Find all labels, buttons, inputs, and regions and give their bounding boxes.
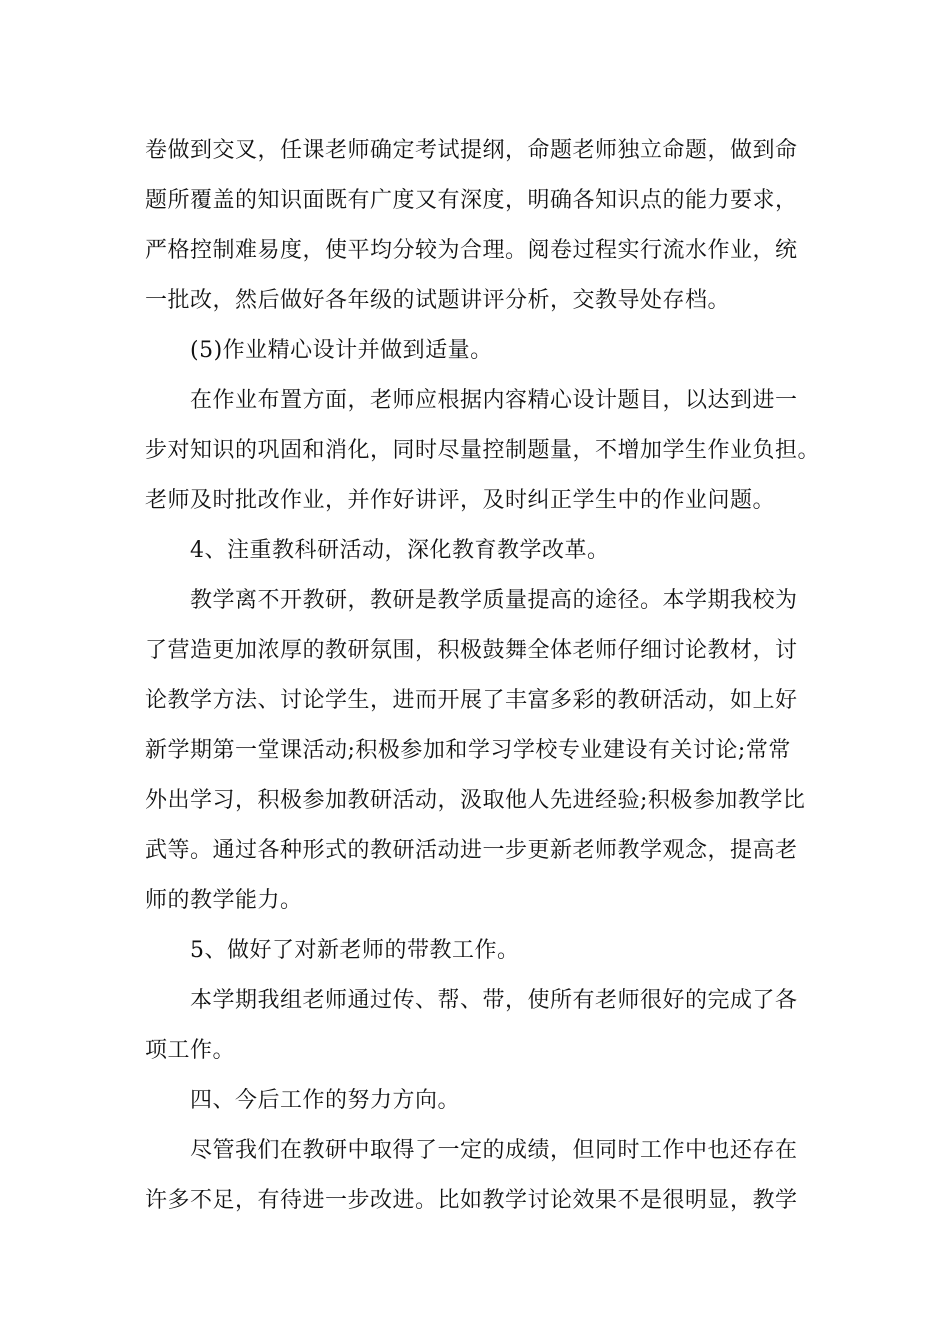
text-line-14: 外出学习，积极参加教研活动，汲取他人先进经验;积极参加教学比 xyxy=(145,788,806,813)
text-line-7: 步对知识的巩固和消化，同时尽量控制题量，不增加学生作业负担。 xyxy=(145,438,821,463)
text-line-22: 许多不足，有待进一步改进。比如教学讨论效果不是很明显，教学 xyxy=(145,1188,798,1213)
text-line-16: 师的教学能力。 xyxy=(145,888,303,913)
text-line-12: 论教学方法、讨论学生，进而开展了丰富多彩的教研活动，如上好 xyxy=(145,688,798,713)
section-heading-5: 5、做好了对新老师的带教工作。 xyxy=(190,938,520,963)
text-line-8: 老师及时批改作业，并作好讲评，及时纠正学生中的作业问题。 xyxy=(145,488,776,513)
text-line-6: 在作业布置方面，老师应根据内容精心设计题目，以达到进一 xyxy=(190,388,798,413)
text-line-18: 本学期我组老师通过传、帮、带，使所有老师很好的完成了各 xyxy=(190,988,798,1013)
subheading-homework: (5)作业精心设计并做到适量。 xyxy=(190,338,493,363)
text-line-15: 武等。通过各种形式的教研活动进一步更新老师教学观念，提高老 xyxy=(145,838,798,863)
text-line-11: 了营造更加浓厚的教研氛围，积极鼓舞全体老师仔细讨论教材，讨 xyxy=(145,638,798,663)
text-line-19: 项工作。 xyxy=(145,1038,236,1063)
section-heading-4: 4、注重教科研活动，深化教育教学改革。 xyxy=(190,538,610,563)
text-line-10: 教学离不开教研，教研是教学质量提高的途径。本学期我校为 xyxy=(190,588,798,613)
text-line-3: 严格控制难易度，使平均分较为合理。阅卷过程实行流水作业，统 xyxy=(145,238,798,263)
text-line-21: 尽管我们在教研中取得了一定的成绩，但同时工作中也还存在 xyxy=(190,1138,798,1163)
text-line-4: 一批改，然后做好各年级的试题讲评分析，交教导处存档。 xyxy=(145,288,731,313)
text-line-1: 卷做到交叉，任课老师确定考试提纲，命题老师独立命题，做到命 xyxy=(145,138,798,163)
text-line-13: 新学期第一堂课活动;积极参加和学习学校专业建设有关讨论;常常 xyxy=(145,738,791,763)
text-line-2: 题所覆盖的知识面既有广度又有深度，明确各知识点的能力要求， xyxy=(145,188,798,213)
section-heading-four: 四、今后工作的努力方向。 xyxy=(190,1088,461,1113)
